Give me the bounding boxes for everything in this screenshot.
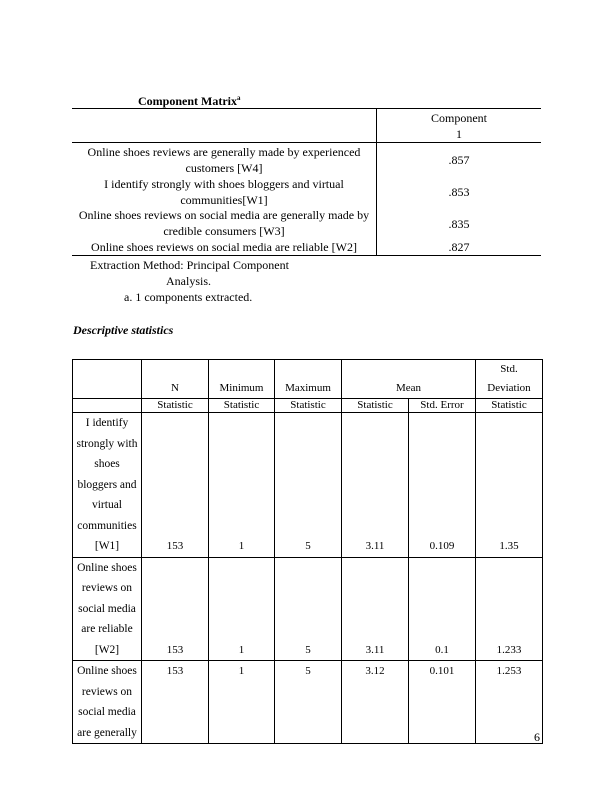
- cell-min: 1: [209, 557, 275, 661]
- cm-row-label: Online shoes reviews on social media are generally made by credible consumers [W3]: [78, 208, 370, 238]
- subheader-row: [73, 399, 543, 413]
- cm-footnote-method: Extraction Method: Principal Component: [90, 258, 289, 272]
- cm-subheader: 1: [456, 127, 462, 141]
- subheader-cell: Statistic: [142, 399, 209, 413]
- cell-mean: 3.11: [342, 413, 409, 558]
- header-minimum: Minimum: [209, 360, 275, 399]
- cell-max: 5: [275, 661, 342, 744]
- header-maximum: Maximum: [275, 360, 342, 399]
- header-n: N: [142, 360, 209, 399]
- subheader-cell: Statistic: [275, 399, 342, 413]
- cell-mean: 3.12: [342, 661, 409, 744]
- cm-footnote-components: a. 1 components extracted.: [124, 290, 253, 304]
- header-blank: [73, 360, 142, 399]
- subheader-cell: Statistic: [476, 399, 543, 413]
- cell-std-deviation: 1.253: [476, 661, 543, 744]
- cm-row-label: Online shoes reviews are generally made by experienced customers [W4]: [87, 145, 361, 175]
- subheader-cell: Statistic: [342, 399, 409, 413]
- component-matrix-title: Component Matrix$^a$: [138, 94, 241, 108]
- cm-row-label: Online shoes reviews on social media are reliable [W2]: [91, 240, 357, 254]
- page-number: 6: [534, 730, 540, 744]
- cm-row-value: .835: [448, 217, 470, 231]
- header-std-deviation: Std. Deviation: [476, 360, 543, 399]
- subheader-cell: Std. Error: [409, 399, 476, 413]
- cell-std-error: 0.101: [409, 661, 476, 744]
- descriptive-title: Descriptive statistics: [73, 323, 174, 337]
- cell-min: 1: [209, 413, 275, 558]
- header-mean: Mean: [342, 360, 476, 399]
- subheader-cell: Statistic: [209, 399, 275, 413]
- cell-max: 5: [275, 413, 342, 558]
- cell-mean: 3.11: [342, 557, 409, 661]
- row-label: I identify strongly with shoes bloggers and virtual communities [W1]: [73, 413, 142, 558]
- header-row: [73, 360, 543, 399]
- subheader-blank: [73, 399, 142, 413]
- cm-row-value: .853: [448, 185, 470, 199]
- cell-max: 5: [275, 557, 342, 661]
- cell-n: 153: [142, 413, 209, 558]
- cm-header-rule: [72, 142, 541, 143]
- cm-footnote-method-cont: Analysis.: [166, 274, 211, 288]
- cell-std-deviation: 1.233: [476, 557, 543, 661]
- cm-top-rule: [72, 108, 541, 109]
- cm-header: Component: [431, 111, 487, 125]
- cm-row-value: .827: [448, 240, 470, 254]
- table-row: [73, 661, 543, 744]
- cell-min: 1: [209, 661, 275, 744]
- cm-row-value: .857: [448, 153, 470, 167]
- cell-n: 153: [142, 557, 209, 661]
- table-row: [73, 557, 543, 661]
- table-row: [73, 413, 543, 558]
- cell-std-deviation: 1.35: [476, 413, 543, 558]
- cell-n: 153: [142, 661, 209, 744]
- cell-std-error: 0.109: [409, 413, 476, 558]
- cell-std-error: 0.1: [409, 557, 476, 661]
- cm-row-label: I identify strongly with shoes bloggers and virtual communities[W1]: [104, 177, 344, 207]
- row-label: Online shoes reviews on social media are reliable [W2]: [73, 557, 142, 661]
- cm-bottom-rule: [72, 255, 541, 256]
- descriptive-table: [72, 359, 543, 744]
- row-label: Online shoes reviews on social media are generally: [73, 661, 142, 744]
